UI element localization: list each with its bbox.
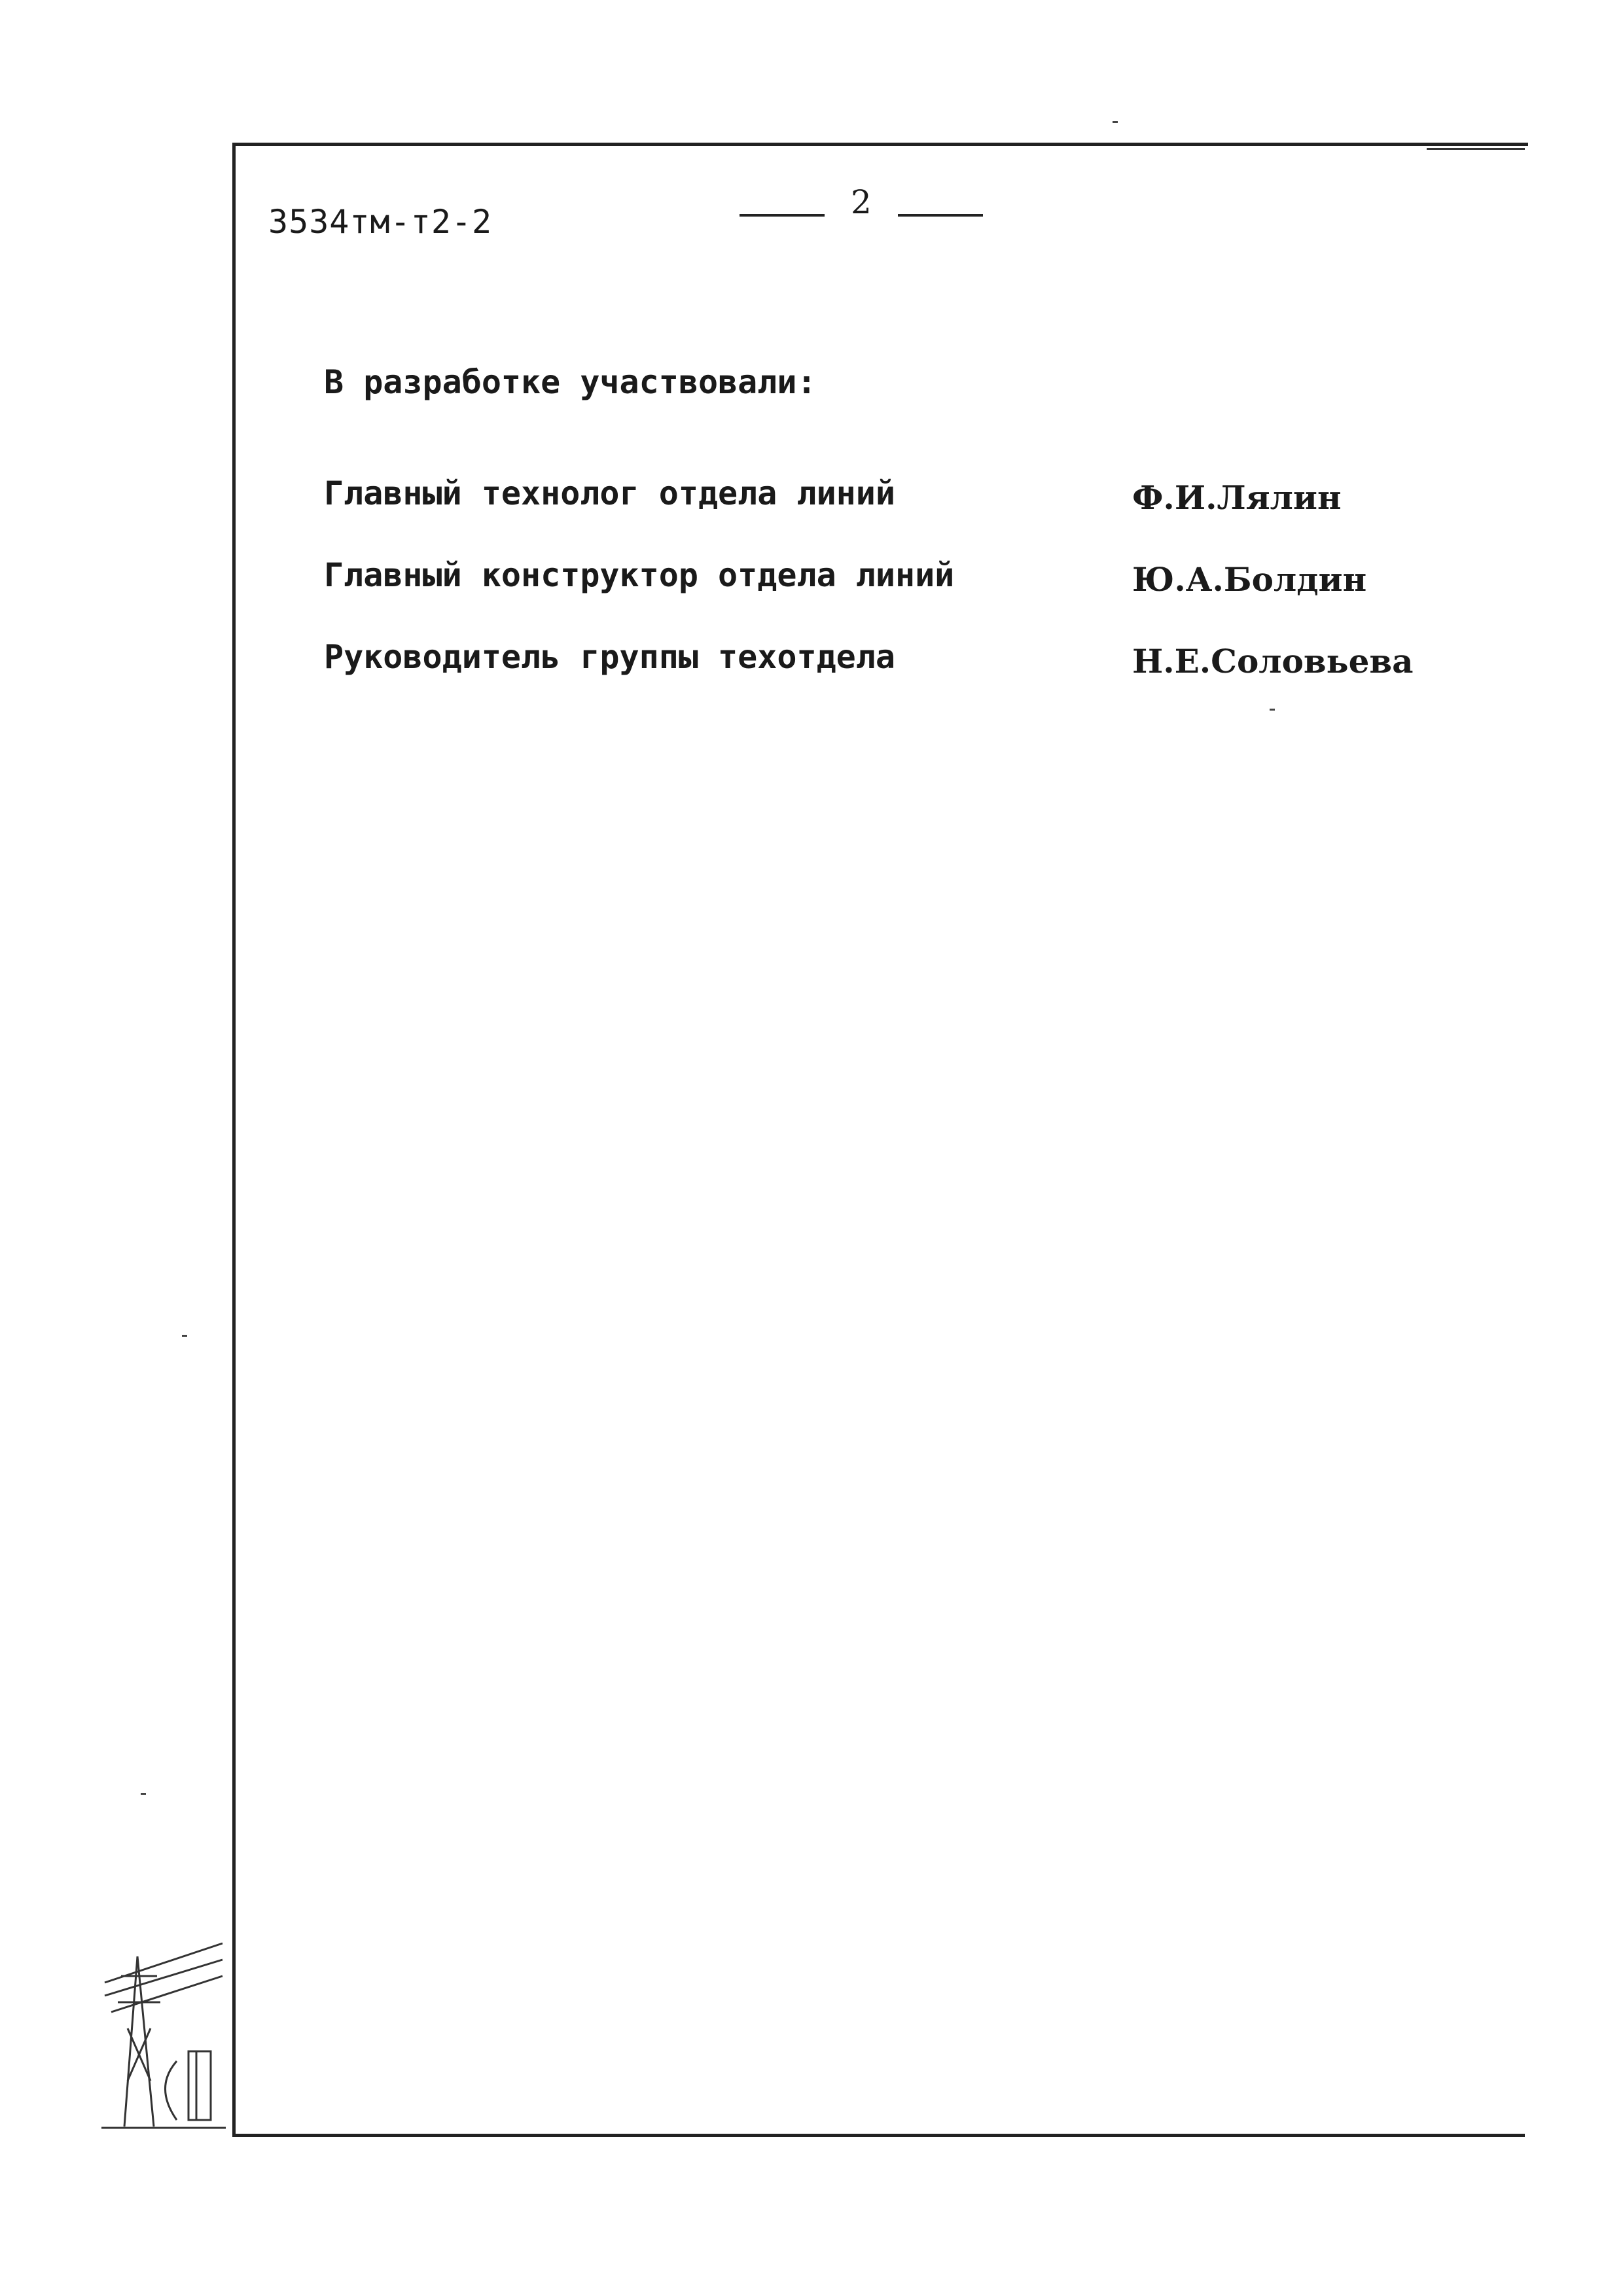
- frame-left-border: [232, 143, 236, 2135]
- participant-row: [324, 474, 1436, 520]
- participant-name: Ф.И.Лялин: [1132, 478, 1342, 517]
- page-number: 2: [851, 183, 872, 221]
- page-number-dash-right: [898, 214, 983, 217]
- scan-speck: [1270, 709, 1275, 711]
- scan-speck: [1113, 121, 1118, 123]
- scan-speck: [182, 1335, 187, 1337]
- scan-speck: [141, 1793, 146, 1795]
- participant-row: [324, 638, 1436, 684]
- participant-role: Главный технолог отдела линий: [324, 474, 895, 512]
- participant-name: Ю.А.Болдин: [1132, 560, 1367, 599]
- document-code: 3534тм-т2-2: [268, 203, 493, 241]
- participant-row: [324, 556, 1436, 602]
- frame-bottom-border: [232, 2134, 1525, 2137]
- participant-role: Руководитель группы техотдела: [324, 638, 895, 676]
- page-number-dash-left: [740, 214, 825, 217]
- participant-role: Главный конструктор отдела линий: [324, 556, 955, 594]
- page-number-block: [740, 183, 983, 221]
- participants-heading: В разработке участвовали:: [324, 363, 817, 401]
- frame-top-border-tail: [1427, 148, 1525, 150]
- participant-name: Н.Е.Соловьева: [1132, 642, 1414, 680]
- power-line-tower-stamp-icon: [98, 1930, 229, 2133]
- frame-top-border: [232, 143, 1528, 146]
